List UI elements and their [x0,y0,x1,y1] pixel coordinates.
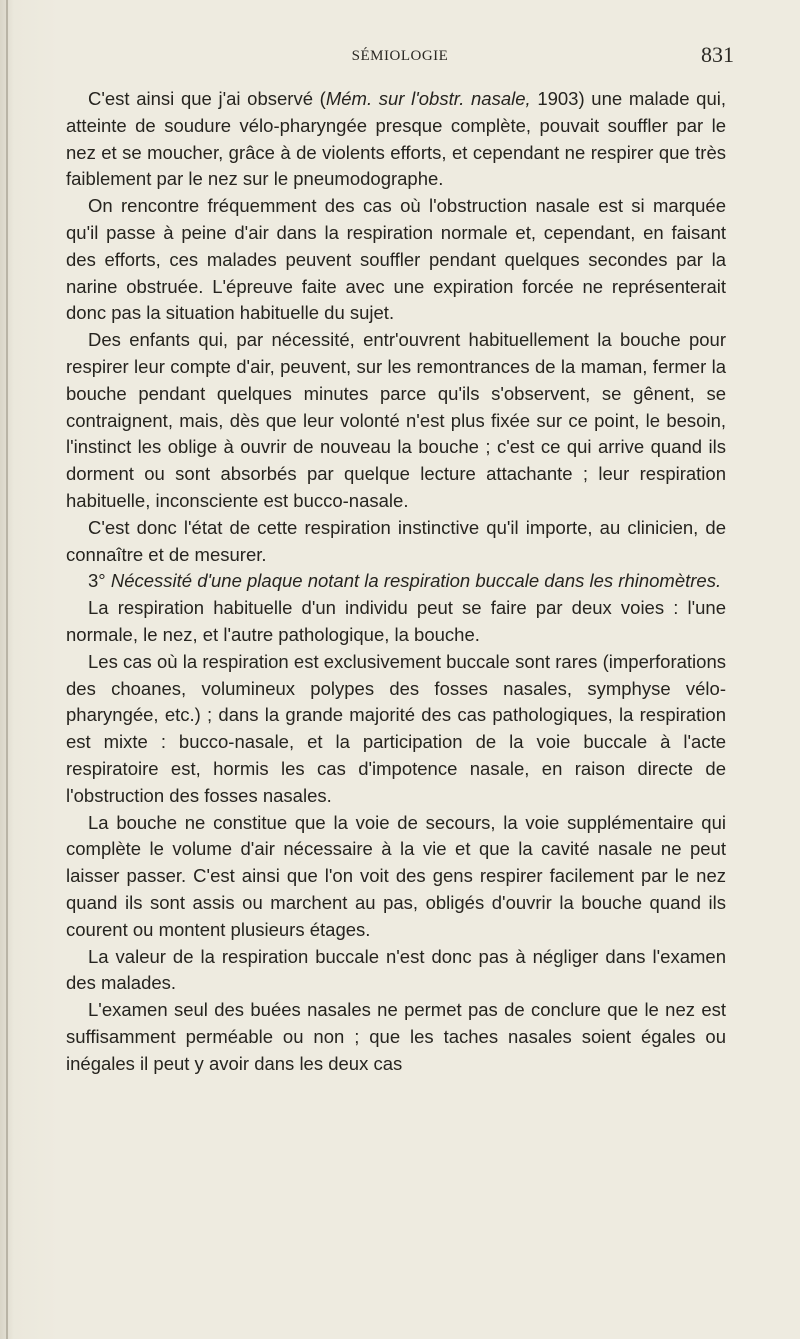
page-number: 831 [701,42,734,67]
paragraph-8: La valeur de la respiration buccale n'est donc pas à négliger dans l'examen des malades. [66,945,726,994]
paragraph-9: L'examen seul des buées nasales ne permet pas de conclure que le nez est suffisamment perméable ou non ; que les taches nasales soient égales ou inégales il peut y avoir dans les deux cas [66,999,726,1074]
paragraph-7: La bouche ne constitue que la voie de secours, la voie supplémentaire qui complète le volume d'air nécessaire à la vie et que la cavité nasale ne peut laisser passer. C'est ainsi que l'on voit des gens respirer facilement par le nez quand ils sont assis ou marchent au pas, obligés d'ouvrir la bouche quand ils courent ou montent plusieurs étages. [66,811,726,940]
section-heading-text: Nécessité d'une plaque notant la respiration buccale dans les rhinomètres. [110,570,722,592]
section-number: 3° [88,570,106,592]
citation-reference: Mém. sur l'obstr. nasale, [325,88,531,109]
paragraph-1 [66,86,726,193]
section-heading [66,568,726,595]
paragraph-3: Des enfants qui, par nécessité, entr'ouvrent habituellement la bouche pour respirer leur compte d'air, peuvent, sur les remontrances de la maman, fermer la bouche pendant quelques minutes parce qu'ils s'observent, se gênent, se contraignent, mais, dès que leur volonté n'est plus fixée sur ce point, le besoin, l'instinct les oblige à ouvrir de nouveau la bouche ; c'est ce qui arrive quand ils dorment ou sont absorbés par quelque lecture attachante ; leur respiration habituelle, inconsciente est bucco-nasale. [66,329,726,511]
paragraph-6: Les cas où la respiration est exclusivement buccale sont rares (imperforations des choanes, volumineux polypes des fosses nasales, symphyse vélo-pharyngée, etc.) ; dans la grande majorité des cas pathologiques, la respiration est mixte : bucco-nasale, et la participation de la voie buccale à l'acte respiratoire est, hormis les cas d'impotence nasale, en raison directe de l'obstruction des fosses nasales. [66,650,726,806]
paragraph-1-end: 1903) une malade qui, atteinte de soudure vélo-pharyngée presque complète, pouvait souffler par le nez et se moucher, grâce à de violents efforts, et cependant ne respirer que très faiblement par le nez sur le pneumodographe. [66,88,727,190]
paragraph-2: On rencontre fréquemment des cas où l'obstruction nasale est si marquée qu'il passe à peine d'air dans la respiration normale et, cependant, en faisant des efforts, ces malades peuvent souffler pendant quelques secondes par la narine obstruée. L'épreuve faite avec une expiration forcée ne représenterait donc pas la situation habituelle du sujet. [66,195,726,324]
paragraph-5: La respiration habituelle d'un individu peut se faire par deux voies : l'une normale, le nez, et l'autre pathologique, la bouche. [66,597,726,645]
binding-gutter [6,0,8,1339]
body-text [66,86,726,1077]
running-header [66,42,734,72]
paragraph-1-start: C'est ainsi que j'ai observé ( [88,88,326,109]
running-title: SÉMIOLOGIE [351,48,449,64]
paragraph-4: C'est donc l'état de cette respiration instinctive qu'il importe, au clinicien, de connaître et de mesurer. [66,516,726,565]
